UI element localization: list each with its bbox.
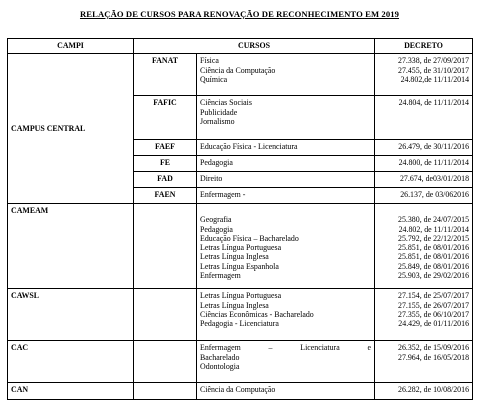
decrees-can: [375, 383, 473, 400]
course-item: Bacharelado: [200, 352, 240, 362]
course-word: Enfermagem: [200, 343, 241, 353]
decrees-faef: [375, 140, 473, 156]
course-item: Letras Língua Inglesa: [200, 300, 269, 310]
cac-unit-empty: [134, 341, 197, 383]
decrees-cac: [375, 341, 473, 383]
cameam-unit-empty: [134, 204, 197, 289]
unit-fafic: FAFIC: [134, 96, 197, 140]
document-title: RELAÇÃO DE CURSOS PARA RENOVAÇÃO DE RECONHECIMENTO EM 2019: [79, 9, 400, 19]
decrees-faen: [375, 188, 473, 204]
decree-item: 27.964, de 16/05/2018: [398, 352, 470, 362]
decree-item: 26.352, de 15/09/2016: [398, 343, 470, 353]
course-item: Letras Língua Inglesa: [200, 252, 269, 262]
course-item: Letras Língua Espanhola: [200, 261, 279, 271]
courses-fad: [197, 172, 375, 188]
unit-fanat: FANAT: [134, 54, 197, 96]
unit-fad: FAD: [134, 172, 197, 188]
decrees-fe: [375, 156, 473, 172]
decrees-cameam: [375, 204, 473, 289]
decree-item: 26.479, de 30/11/2016: [398, 142, 470, 152]
decree-item: 26.282, de 10/08/2016: [398, 385, 470, 395]
unit-fe: FE: [134, 156, 197, 172]
header-row: [8, 39, 473, 54]
unit-faen: FAEN: [134, 188, 197, 204]
course-item: Ciências Sociais: [200, 98, 252, 108]
decree-item: 24.429, de 01/11/2016: [398, 319, 470, 329]
decrees-fad: [375, 172, 473, 188]
course-item: [200, 343, 371, 352]
campus-central-cell: CAMPUS CENTRAL: [8, 54, 134, 204]
decree-item: 27.674, de03/01/2018: [399, 174, 470, 184]
course-item: Direito: [200, 174, 223, 184]
decree-item: 25.792, de 22/12/2015: [398, 233, 470, 243]
course-item: Educação Física - Licenciatura: [200, 142, 298, 152]
course-item: Ciência da Computação: [200, 385, 276, 395]
courses-cac: [197, 341, 375, 383]
courses-faef: [197, 140, 375, 156]
course-item: Educação Física – Bacharelado: [200, 233, 299, 243]
table-row: [8, 204, 473, 289]
course-item: Física: [200, 56, 219, 66]
table-row: [8, 54, 473, 96]
decree-item: 27.338, de 27/09/2017: [398, 56, 470, 66]
course-item: Letras Língua Portuguesa: [200, 291, 282, 301]
course-item: Letras Língua Portuguesa: [200, 243, 282, 253]
course-item: Jornalismo: [200, 116, 235, 126]
decree-item: 24.800, de 11/11/2014: [398, 158, 470, 168]
can-unit-empty: [134, 383, 197, 400]
decree-item: 25.903, de 29/02/2016: [398, 271, 470, 281]
decree-item: 27.155, de 26/07/2017: [398, 300, 470, 310]
cawsl-unit-empty: [134, 289, 197, 341]
table-row: [8, 341, 473, 383]
course-item: Publicidade: [200, 107, 238, 117]
course-item: Enfermagem -: [200, 190, 246, 200]
course-item: Pedagogia: [200, 224, 233, 234]
decree-item: 27.455, de 31/10/2017: [398, 65, 470, 75]
course-item: Odontologia: [200, 361, 240, 371]
course-word: e: [367, 343, 371, 353]
header-decreto: DECRETO: [375, 39, 473, 54]
course-item: Ciências Econômicas - Bacharelado: [200, 309, 314, 319]
decree-item: 27.355, de 06/10/2017: [398, 309, 470, 319]
course-word: Licenciatura: [300, 343, 340, 353]
decree-item: 25.849, de 08/01/2016: [398, 261, 470, 271]
unit-faef: FAEF: [134, 140, 197, 156]
cawsl-cell: CAWSL: [8, 289, 134, 341]
header-cursos: CURSOS: [134, 39, 375, 54]
decree-item: 25.851, de 08/01/2016: [398, 252, 470, 262]
course-item: Pedagogia: [200, 158, 233, 168]
decrees-fafic: [375, 96, 473, 140]
course-item: Química: [200, 74, 228, 84]
course-item: Pedagogia - Licenciatura: [200, 319, 279, 329]
course-item: Ciência da Computação: [200, 65, 276, 75]
courses-cameam: [197, 204, 375, 289]
decree-item: 24.802,de 11/11/2014: [400, 74, 470, 84]
header-campi: CAMPI: [8, 39, 134, 54]
decree-item: 24.804, de 11/11/2014: [398, 98, 470, 108]
course-word: –: [268, 343, 273, 353]
table-row: [8, 383, 473, 400]
cameam-cell: CAMEAM: [8, 204, 134, 289]
decree-item: 24.802, de 11/11/2014: [398, 224, 470, 234]
decree-item: 25.851, de 08/01/2016: [398, 243, 470, 253]
course-item: Geografia: [200, 215, 232, 225]
decree-item: 26.137, de 03/062016: [400, 190, 470, 200]
courses-table: [7, 38, 473, 400]
decrees-fanat: [375, 54, 473, 96]
can-cell: CAN: [8, 383, 134, 400]
decree-item: 27.154, de 25/07/2017: [398, 291, 470, 301]
cac-cell: CAC: [8, 341, 134, 383]
decrees-cawsl: [375, 289, 473, 341]
decree-item: 25.380, de 24/07/2015: [398, 215, 470, 225]
courses-faen: [197, 188, 375, 204]
courses-fe: [197, 156, 375, 172]
courses-can: [197, 383, 375, 400]
courses-cawsl: [197, 289, 375, 341]
table-row: [8, 289, 473, 341]
course-item: Enfermagem: [200, 271, 241, 281]
courses-fanat: [197, 54, 375, 96]
courses-fafic: [197, 96, 375, 140]
